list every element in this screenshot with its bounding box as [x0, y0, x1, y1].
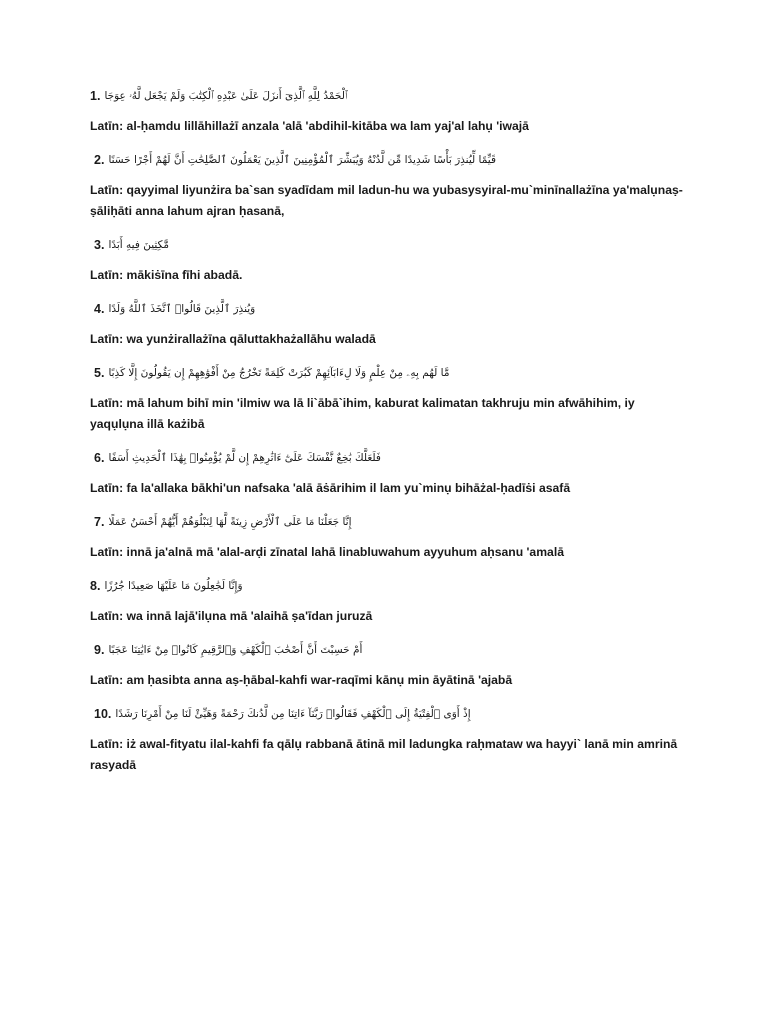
latin-transliteration: Latīn: wa innā lajā'ilụna mā 'alaihā ṣa'īdan juruzā: [90, 609, 373, 623]
arabic-line: [90, 84, 690, 108]
verse-10: [90, 702, 690, 776]
arabic-line: [90, 702, 690, 726]
arabic-line: [90, 233, 690, 257]
verse-number: 3.: [94, 238, 105, 252]
latin-transliteration: Latīn: mākiṡīna fīhi abadā.: [90, 268, 243, 282]
arabic-line: [90, 510, 690, 534]
verse-number: 7.: [94, 515, 105, 529]
verse-number: 2.: [94, 153, 105, 167]
arabic-line: [90, 638, 690, 662]
verse-number: 1.: [90, 89, 101, 103]
verse-1: [90, 84, 690, 137]
arabic-text: مَّا لَهُم بِهِۦ مِنْ عِلْمٍ وَلَا لِءَابَآئِهِمْ كَبُرَتْ كَلِمَةً تَخْرُجُ مِنْ أَفْوَٰهِهِمْ إِن يَقُولُونَ إِلَّا كَذِبًا: [108, 366, 450, 379]
arabic-text: وَإِنَّا لَجَٰعِلُونَ مَا عَلَيْهَا صَعِيدًا جُرُزًا: [104, 580, 243, 592]
latin-transliteration: Latīn: fa la'allaka bākhi'un nafsaka 'alā āṡārihim il lam yu`minụ bihāżal-ḥadīṡi asafā: [90, 481, 571, 495]
verse-7: [90, 510, 690, 563]
verse-8: [90, 574, 690, 627]
verse-number: 5.: [94, 366, 105, 380]
arabic-text: مَّٰكِثِينَ فِيهِ أَبَدًا: [108, 239, 169, 251]
verse-number: 10.: [94, 707, 112, 721]
verse-4: [90, 297, 690, 350]
verse-5: [90, 361, 690, 435]
latin-transliteration: Latīn: wa yunżirallażīna qāluttakhażallāhu waladā: [90, 332, 376, 346]
arabic-line: [90, 574, 690, 598]
verse-number: 8.: [90, 579, 101, 593]
verse-list: [90, 84, 690, 787]
arabic-text: وَيُنذِرَ ٱلَّذِينَ قَالُوا۟ ٱتَّخَذَ ٱللَّهُ وَلَدًا: [108, 303, 256, 315]
verse-number: 4.: [94, 302, 105, 316]
verse-9: [90, 638, 690, 691]
arabic-text: أَمْ حَسِبْتَ أَنَّ أَصْحَٰبَ ٱلْكَهْفِ وَٱلرَّقِيمِ كَانُوا۟ مِنْ ءَايَٰتِنَا عَجَبًا: [108, 644, 363, 656]
verse-6: [90, 446, 690, 499]
arabic-text: إِنَّا جَعَلْنَا مَا عَلَى ٱلْأَرْضِ زِينَةً لَّهَا لِنَبْلُوَهُمْ أَيُّهُمْ أَحْسَنُ عَمَلًا: [108, 516, 352, 528]
verse-2: [90, 148, 690, 222]
latin-transliteration: Latīn: innā ja'alnā mā 'alal-arḍi zīnatal lahā linabluwahum ayyuhum aḥsanu 'amalā: [90, 545, 564, 559]
latin-transliteration: Latīn: mā lahum bihī min 'ilmiw wa lā li`ābā`ihim, kaburat kalimatan takhruju min afwāhihim, iy yaqụlụna illā każibā: [90, 396, 635, 431]
arabic-line: [90, 297, 690, 321]
arabic-text: فَلَعَلَّكَ بَٰخِعٌ نَّفْسَكَ عَلَىٰٓ ءَاثَٰرِهِمْ إِن لَّمْ يُؤْمِنُوا۟ بِهَٰذَا ٱلْحَدِيثِ أَسَفًا: [108, 452, 381, 464]
verse-number: 9.: [94, 643, 105, 657]
verse-3: [90, 233, 690, 286]
arabic-line: [90, 361, 690, 385]
arabic-line: [90, 148, 690, 172]
verse-number: 6.: [94, 451, 105, 465]
latin-transliteration: Latīn: iż awal-fityatu ilal-kahfi fa qālụ rabbanā ātinā mil ladungka raḥmataw wa hayyi` lanā min amrinā rasyadā: [90, 737, 678, 772]
arabic-text: إِذْ أَوَى ٱلْفِتْيَةُ إِلَى ٱلْكَهْفِ فَقَالُوا۟ رَبَّنَآ ءَاتِنَا مِن لَّدُنكَ رَحْمَةً وَهَيِّئْ لَنَا مِنْ أَمْرِنَا رَشَدًا: [115, 708, 471, 720]
arabic-text: ٱلْحَمْدُ لِلَّهِ ٱلَّذِىٓ أَنزَلَ عَلَىٰ عَبْدِهِ ٱلْكِتَٰبَ وَلَمْ يَجْعَل لَّهُۥ عِوَجَا: [104, 89, 348, 102]
latin-transliteration: Latīn: am ḥasibta anna aṣ-ḥābal-kahfi war-raqīmi kānụ min āyātinā 'ajabā: [90, 673, 513, 687]
latin-transliteration: Latīn: qayyimal liyunżira ba`san syadīdam mil ladun-hu wa yubasysyiral-mu`minīnallażīna ya'malụnaṣ-ṣāliḥāti anna lahum ajran ḥasanā,: [90, 183, 683, 218]
arabic-line: [90, 446, 690, 470]
arabic-text: قَيِّمًا لِّيُنذِرَ بَأْسًا شَدِيدًا مِّن لَّدُنْهُ وَيُبَشِّرَ ٱلْمُؤْمِنِينَ ٱلَّذِينَ يَعْمَلُونَ ٱلصَّٰلِحَٰتِ أَنَّ لَهُمْ أَجْرًا حَسَنًا: [108, 154, 496, 166]
latin-transliteration: Latīn: al-ḥamdu lillāhillażī anzala 'alā 'abdihil-kitāba wa lam yaj'al lahụ 'iwajā: [90, 119, 529, 133]
